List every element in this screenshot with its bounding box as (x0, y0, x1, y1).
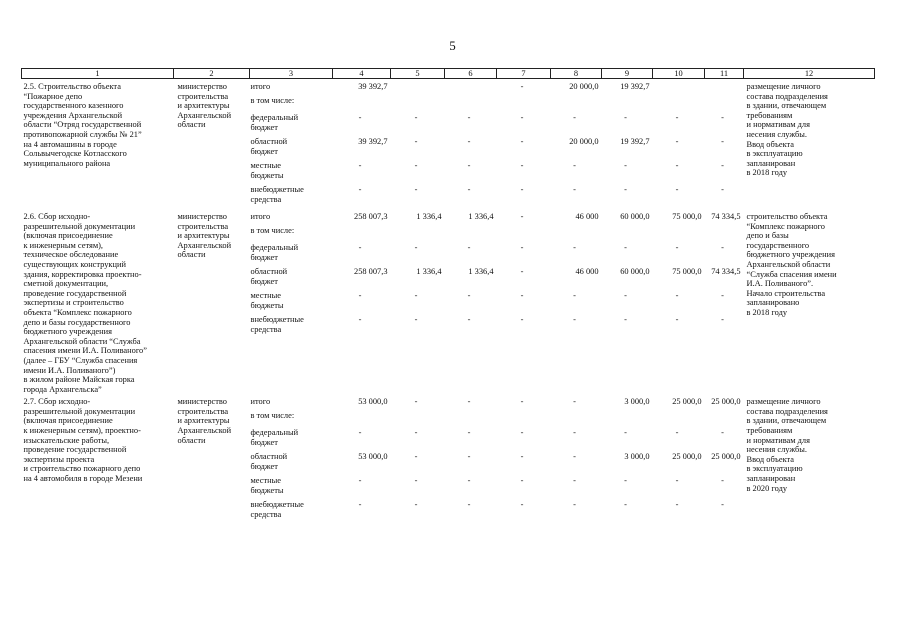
amount-cell: 25 000,0 (672, 452, 702, 462)
amount-column (653, 82, 705, 209)
amount-cell: - (358, 243, 362, 252)
amount-cell: - (624, 291, 627, 300)
amount-cell: - (358, 113, 362, 122)
amount-column (705, 212, 744, 394)
amount-cell: 74 334,5 (711, 212, 741, 221)
amount-column (653, 397, 705, 524)
amount-column (333, 397, 391, 524)
amount-cell: - (467, 452, 471, 462)
amount-cell (497, 226, 548, 243)
amount-cell: 46 000 (575, 212, 599, 221)
amount-cell: - (624, 315, 627, 324)
funding-source-label: внебюджетные средства (250, 500, 304, 519)
funding-sources (250, 397, 333, 524)
measure-name: 2.7. Сбор исходно- разрешительной документации (включая присоединение к инженерным сетям), проектно- изыскательские работы, проведение государственной экспертизы проекта и строительство пожарного депо на 4 автомобиля в городе Мезени (23, 397, 143, 484)
funding-source-label: в том числе: (250, 411, 295, 421)
amount-cell: - (358, 291, 362, 300)
amount-column (602, 212, 653, 394)
amount-cell: - (414, 291, 418, 300)
amount-cell: - (721, 185, 724, 194)
amount-column (497, 397, 551, 524)
amount-cell: - (624, 500, 627, 510)
amount-cell: - (467, 397, 471, 407)
amount-cell: 39 392,7 (358, 137, 388, 146)
funding-source-label: областной бюджет (250, 137, 288, 156)
amount-cell (445, 411, 494, 428)
funding-source-label: местные бюджеты (250, 476, 284, 495)
amount-cell: 20 000,0 (569, 137, 599, 146)
funding-source-label: итого (250, 212, 271, 221)
amount-cell (391, 96, 442, 113)
funding-source-label: итого (250, 82, 271, 91)
amount-cell: 1 336,4 (468, 212, 494, 221)
funding-source-label: в том числе: (250, 226, 295, 235)
column-header: 10 (653, 69, 705, 79)
amount-column (551, 397, 602, 524)
funding-source-label: федеральный бюджет (250, 113, 299, 132)
amount-cell: - (520, 161, 524, 170)
column-header: 6 (445, 69, 497, 79)
amount-cell: - (520, 452, 524, 462)
amount-cell (391, 226, 442, 243)
amount-column (551, 82, 602, 209)
funding-sources (250, 212, 333, 394)
amount-cell: 258 007,3 (354, 267, 388, 276)
amount-cell: - (721, 500, 724, 510)
funding-source-label: федеральный бюджет (250, 428, 299, 447)
amount-cell (602, 411, 650, 428)
amount-cell (333, 96, 388, 113)
amount-cell: - (414, 500, 418, 510)
amount-cell: - (358, 500, 362, 510)
amount-cell: - (520, 267, 524, 276)
amount-cell: - (414, 137, 418, 146)
amount-cell: - (675, 243, 679, 252)
funding-source-label: итого (250, 397, 271, 407)
amount-cell: - (675, 291, 679, 300)
amount-cell: - (520, 500, 524, 510)
amount-column (445, 212, 497, 394)
amount-cell: 19 392,7 (620, 137, 650, 146)
funding-source-label: внебюджетные средства (250, 315, 304, 334)
amount-cell: 53 000,0 (358, 452, 388, 462)
amount-cell (602, 96, 650, 113)
amount-column (653, 212, 705, 394)
amount-cell: - (467, 137, 471, 146)
amount-cell: - (520, 476, 524, 486)
amount-cell (551, 411, 599, 428)
amount-cell: - (573, 452, 576, 462)
amount-cell: - (573, 500, 576, 510)
amount-cell: - (675, 500, 679, 510)
program-table (21, 68, 875, 524)
column-header: 1 (22, 69, 174, 79)
amount-cell: - (624, 161, 627, 170)
amount-cell: - (624, 428, 627, 438)
amount-cell: 53 000,0 (358, 397, 388, 407)
amount-cell: - (624, 185, 627, 194)
funding-source-label: местные бюджеты (250, 161, 284, 180)
amount-cell: - (721, 315, 724, 324)
amount-column (445, 82, 497, 209)
amount-cell: - (467, 113, 471, 122)
amount-cell: - (520, 82, 524, 91)
funding-source-label: областной бюджет (250, 267, 288, 286)
amount-cell: - (520, 185, 524, 194)
amount-cell: - (675, 113, 679, 122)
amount-cell: - (467, 291, 471, 300)
funding-source-label: областной бюджет (250, 452, 288, 471)
table-row (22, 82, 875, 209)
amount-cell: - (721, 428, 724, 438)
amount-cell: - (520, 113, 524, 122)
amount-cell (497, 411, 548, 428)
amount-cell: - (721, 137, 724, 146)
amount-cell: - (624, 243, 627, 252)
expected-result: строительство объекта “Комплекс пожарного депо и базы государственного бюджетного учреждения Архангельской области “Служба спасения имени И.А. Поливаного”. Начало строительства запланировано в 2018 году (746, 212, 837, 317)
amount-cell: - (467, 315, 471, 324)
table-row (22, 212, 875, 394)
amount-cell (497, 96, 548, 113)
amount-cell: 60 000,0 (620, 212, 650, 221)
amount-column (333, 212, 391, 394)
amount-cell: - (675, 428, 679, 438)
amount-cell: - (358, 185, 362, 194)
column-header: 3 (250, 69, 333, 79)
amount-cell: 25 000,0 (711, 452, 741, 462)
amount-cell (705, 82, 741, 96)
funding-source-label: в том числе: (250, 96, 295, 105)
amount-cell: 39 392,7 (358, 82, 388, 91)
executor: министерство строительства и архитектуры Архангельской области (177, 212, 232, 260)
amount-cell (391, 82, 442, 96)
expected-result: размещение личного состава подразделения в здании, отвечающем требованиям и нормативам для несения службы. Ввод объекта в эксплуатацию запланирован в 2018 году (746, 82, 828, 178)
amount-cell: - (675, 315, 679, 324)
funding-source-label: внебюджетные средства (250, 185, 304, 204)
amount-cell: - (520, 397, 524, 407)
amount-cell (391, 411, 442, 428)
amount-cell (653, 226, 702, 243)
page-number: 5 (449, 38, 456, 53)
column-header: 7 (497, 69, 551, 79)
funding-sources (250, 82, 333, 209)
funding-source-label: местные бюджеты (250, 291, 284, 310)
amount-cell (551, 96, 599, 113)
amount-cell (445, 226, 494, 243)
amount-cell: - (675, 185, 679, 194)
amount-cell: - (675, 476, 679, 486)
amount-cell: - (624, 113, 627, 122)
amount-cell: 60 000,0 (620, 267, 650, 276)
amount-cell (333, 411, 388, 428)
amount-cell: 1 336,4 (416, 212, 442, 221)
amount-cell: - (414, 428, 418, 438)
amount-cell (602, 226, 650, 243)
amount-cell: 46 000 (575, 267, 599, 276)
column-header: 8 (551, 69, 602, 79)
amount-cell: - (675, 161, 679, 170)
column-header-row (22, 69, 875, 79)
amount-column (333, 82, 391, 209)
amount-cell: - (467, 161, 471, 170)
column-header: 2 (174, 69, 250, 79)
amount-cell: - (573, 185, 576, 194)
amount-cell: 1 336,4 (468, 267, 494, 276)
amount-column (391, 82, 445, 209)
amount-cell: 1 336,4 (416, 267, 442, 276)
column-header: 11 (705, 69, 744, 79)
executor: министерство строительства и архитектуры Архангельской области (177, 82, 232, 130)
amount-cell (653, 96, 702, 113)
amount-cell: - (520, 212, 524, 221)
amount-cell: 25 000,0 (711, 397, 741, 407)
amount-cell: - (573, 113, 576, 122)
amount-cell: 3 000,0 (624, 397, 650, 407)
amount-cell: - (520, 137, 524, 146)
amount-cell (653, 82, 702, 96)
amount-cell: - (520, 428, 524, 438)
measure-name: 2.5. Строительство объекта “Пожарное депо государственного казенного учреждения Архангельской области “Отряд государственной противопожарной службы № 21” на 4 автомашины в городе Сольвычегодске Котласского муниципального района (23, 82, 142, 168)
amount-cell (653, 411, 702, 428)
amount-cell: - (573, 291, 576, 300)
amount-cell: - (414, 161, 418, 170)
amount-cell: - (414, 397, 418, 407)
amount-cell: - (721, 476, 724, 486)
amount-cell: - (573, 476, 576, 486)
amount-column (551, 212, 602, 394)
amount-cell (333, 226, 388, 243)
amount-cell: - (624, 476, 627, 486)
amount-cell: 75 000,0 (672, 212, 702, 221)
amount-cell: - (467, 243, 471, 252)
column-header: 5 (391, 69, 445, 79)
column-header: 4 (333, 69, 391, 79)
amount-cell: 74 334,5 (711, 267, 741, 276)
amount-column (445, 397, 497, 524)
amount-column (497, 212, 551, 394)
amount-cell: - (467, 476, 471, 486)
amount-cell: - (467, 428, 471, 438)
amount-cell (445, 82, 494, 96)
amount-cell: - (414, 113, 418, 122)
amount-column (391, 212, 445, 394)
amount-column (497, 82, 551, 209)
amount-cell: - (573, 397, 576, 407)
amount-cell: - (520, 243, 524, 252)
amount-cell: - (573, 428, 576, 438)
amount-cell: - (721, 291, 724, 300)
amount-column (391, 397, 445, 524)
amount-cell: - (675, 137, 679, 146)
amount-cell: - (721, 161, 724, 170)
amount-cell: - (573, 315, 576, 324)
amount-cell (445, 96, 494, 113)
table-row (22, 397, 875, 524)
measure-name: 2.6. Сбор исходно- разрешительной документации (включая присоединение к инженерным сетям), техническое обследование существующих конструкций здания, корректировка проектно- сметной документации, проведение государственной экспертизы и строительство объекта “Комплекс пожарного депо и базы государственного бюджетного учреждения Архангельской области “Служба спасения имени И.А. Поливаного” (далее – ГБУ “Служба спасения имени И.А. Поливаного”) в жилом районе Майская горка города Архангельска” (23, 212, 147, 394)
amount-column (705, 397, 744, 524)
amount-cell: - (573, 243, 576, 252)
amount-cell: 3 000,0 (624, 452, 650, 462)
amount-cell: - (520, 291, 524, 300)
amount-cell: - (358, 315, 362, 324)
amount-cell: 25 000,0 (672, 397, 702, 407)
expected-result: размещение личного состава подразделения в здании, отвечающем требованиям и нормативам для несения службы. Ввод объекта в эксплуатацию запланирован в 2020 году (746, 397, 828, 493)
amount-cell: 19 392,7 (620, 82, 650, 91)
amount-cell: - (414, 243, 418, 252)
amount-cell (705, 411, 741, 428)
amount-cell: - (414, 476, 418, 486)
executor: министерство строительства и архитектуры Архангельской области (177, 397, 232, 445)
funding-source-label: федеральный бюджет (250, 243, 299, 262)
amount-cell: - (573, 161, 576, 170)
amount-cell: 20 000,0 (569, 82, 599, 91)
amount-cell: - (721, 243, 724, 252)
amount-cell (551, 226, 599, 243)
amount-column (602, 82, 653, 209)
amount-cell: - (414, 185, 418, 194)
amount-cell: - (358, 161, 362, 170)
column-header: 9 (602, 69, 653, 79)
amount-cell: - (467, 500, 471, 510)
amount-cell: - (721, 113, 724, 122)
amount-column (602, 397, 653, 524)
amount-column (705, 82, 744, 209)
amount-cell: - (467, 185, 471, 194)
amount-cell (705, 96, 741, 113)
amount-cell (705, 226, 741, 243)
amount-cell: - (358, 428, 362, 438)
amount-cell: - (414, 315, 418, 324)
amount-cell: - (520, 315, 524, 324)
amount-cell: 258 007,3 (354, 212, 388, 221)
amount-cell: 75 000,0 (672, 267, 702, 276)
amount-cell: - (358, 476, 362, 486)
column-header: 12 (744, 69, 875, 79)
amount-cell: - (414, 452, 418, 462)
